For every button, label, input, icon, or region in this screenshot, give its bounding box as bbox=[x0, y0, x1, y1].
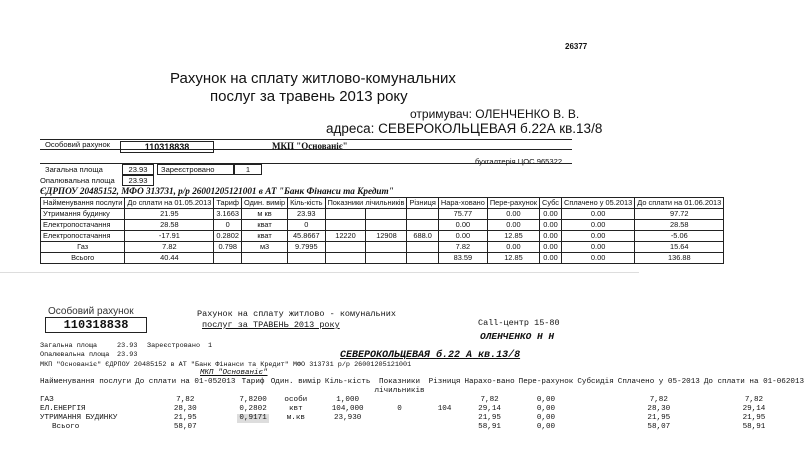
upper-cell: 97.72 bbox=[635, 209, 724, 220]
lower-services-table bbox=[38, 378, 806, 432]
lower-heated-label: Опалювальна площа bbox=[40, 351, 110, 359]
upper-area-label: Загальна площа bbox=[45, 165, 103, 174]
upper-cell: 7.82 bbox=[438, 242, 487, 253]
upper-area-value: 23.93 bbox=[122, 164, 154, 175]
table-row bbox=[41, 209, 724, 220]
lower-col-due-end: До сплати на 01-062013 bbox=[703, 378, 805, 386]
lower-area-value: 23.93 bbox=[117, 342, 138, 350]
upper-cell: 15.64 bbox=[635, 242, 724, 253]
upper-cell: 28.58 bbox=[125, 220, 214, 231]
lower-col-service: Найменування послуги bbox=[40, 378, 132, 386]
upper-cell: 0.00 bbox=[438, 220, 487, 231]
upper-cell bbox=[325, 253, 366, 264]
upper-cell bbox=[325, 220, 366, 231]
lower-col-recalc: Пере-рахунок bbox=[518, 378, 574, 386]
table-row bbox=[38, 405, 806, 414]
upper-cell: кват bbox=[242, 220, 288, 231]
lower-cell: 0,00 bbox=[536, 396, 556, 404]
upper-cell bbox=[407, 253, 438, 264]
upper-registered-value: 1 bbox=[234, 164, 262, 175]
upper-cell: 40.44 bbox=[125, 253, 214, 264]
lower-cell bbox=[427, 414, 463, 423]
lower-col-paid: Сплачено у 05-2013 bbox=[617, 378, 700, 386]
upper-cell: 0.00 bbox=[540, 220, 562, 231]
upper-cell: Електропостачання bbox=[41, 231, 125, 242]
lower-account-number: 110318838 bbox=[45, 317, 147, 333]
upper-cell: 688.0 bbox=[407, 231, 438, 242]
upper-cell: 136.88 bbox=[635, 253, 724, 264]
lower-cell: особи bbox=[284, 396, 308, 404]
upper-cell: 7.82 bbox=[125, 242, 214, 253]
upper-provider: МКП "Основаніє" bbox=[272, 141, 348, 151]
lower-address-building: б.22 А bbox=[436, 350, 473, 361]
upper-cell: м3 bbox=[242, 242, 288, 253]
lower-cell: 7,82 bbox=[744, 396, 764, 404]
lower-col-subsidy: Субсидія bbox=[577, 378, 614, 386]
lower-col-quantity: Кіль-кість bbox=[324, 378, 371, 386]
lower-recipient: ОЛЕНЧЕНКО Н Н bbox=[480, 331, 555, 342]
lower-title-line1: Рахунок на сплату житлово - комунальних bbox=[197, 309, 396, 319]
lower-account-label: Особовий рахунок bbox=[48, 306, 134, 317]
lower-bank-line: МКП "Основаніє" ЄДРПОУ 20485152 в АТ "Банк Фінанси та Кредит" МФО 313731 р/р 26001205121001 bbox=[40, 361, 412, 369]
upper-cell: 75.77 bbox=[438, 209, 487, 220]
lower-cell: 29,14 bbox=[478, 405, 501, 413]
lower-address-apt: кв.13/8 bbox=[478, 350, 521, 361]
lower-cell: квт bbox=[288, 405, 303, 413]
lower-registered-value: 1 bbox=[208, 342, 213, 350]
upper-cell: 0.00 bbox=[561, 209, 634, 220]
lower-cell bbox=[372, 423, 426, 432]
lower-cell bbox=[237, 423, 268, 432]
upper-cell bbox=[366, 253, 407, 264]
upper-cell bbox=[366, 220, 407, 231]
lower-cell: 21,95 bbox=[478, 414, 501, 422]
upper-col-service: Найменування послуги bbox=[41, 198, 125, 209]
upper-cell: 23.93 bbox=[288, 209, 325, 220]
lower-cell bbox=[269, 423, 323, 432]
upper-recipient: отримувач: ОЛЕНЧЕНКО В. В. bbox=[410, 107, 580, 121]
lower-cell: 28,30 bbox=[647, 405, 671, 413]
lower-cell bbox=[575, 405, 615, 414]
upper-cell: 0.798 bbox=[214, 242, 242, 253]
upper-cell bbox=[366, 209, 407, 220]
lower-col-meter: Показники лічильників bbox=[374, 378, 425, 395]
upper-cell: 0.00 bbox=[540, 253, 562, 264]
upper-cell: 83.59 bbox=[438, 253, 487, 264]
upper-cell: -5.06 bbox=[635, 231, 724, 242]
upper-address: адреса: СЕВЕРОКОЛЬЦЕВАЯ б.22А кв.13/8 bbox=[326, 121, 603, 136]
upper-title-line1: Рахунок на сплату житлово-комунальних bbox=[170, 70, 456, 87]
upper-cell: -17.91 bbox=[125, 231, 214, 242]
lower-cell: Всього bbox=[52, 423, 80, 431]
lower-cell: 21,95 bbox=[173, 414, 197, 422]
upper-cell: 0.00 bbox=[561, 231, 634, 242]
lower-col-unit: Один. виміp bbox=[270, 378, 321, 386]
lower-cell: 0,00 bbox=[536, 423, 556, 431]
upper-col-tariff: Тариф bbox=[214, 198, 242, 209]
lower-cell: 58,91 bbox=[742, 423, 766, 431]
upper-registered-label: Зареєстровано bbox=[157, 164, 234, 175]
upper-cell: Всього bbox=[41, 253, 125, 264]
lower-cell: 58,91 bbox=[478, 423, 501, 431]
upper-heated-value: 23.93 bbox=[122, 175, 154, 186]
upper-cell: 9.7995 bbox=[288, 242, 325, 253]
lower-cell: 7,82 bbox=[649, 396, 668, 404]
lower-cell: 0,00 bbox=[536, 405, 556, 413]
lower-cell: 21,95 bbox=[647, 414, 671, 422]
upper-cell: 45.8667 bbox=[288, 231, 325, 242]
lower-cell: 1,000 bbox=[336, 396, 360, 404]
lower-col-due-start: До сплати на 01-052013 bbox=[135, 378, 236, 386]
lower-cell bbox=[427, 423, 463, 432]
lower-cell: УТРИМАННЯ БУДИНКУ bbox=[40, 414, 118, 422]
upper-col-recalc: Пере-рахунок bbox=[487, 198, 539, 209]
lower-cell: 28,30 bbox=[173, 405, 197, 413]
upper-services-table bbox=[40, 197, 724, 264]
lower-cell bbox=[575, 414, 615, 423]
upper-cell: 0 bbox=[288, 220, 325, 231]
lower-cell bbox=[372, 414, 426, 423]
lower-cell: ЕЛ.ЕНЕРГІЯ bbox=[40, 405, 86, 413]
upper-cell bbox=[242, 253, 288, 264]
lower-cell: 0,9171 bbox=[239, 414, 267, 422]
upper-cell: 12.85 bbox=[487, 253, 539, 264]
lower-registered-label: Зареєстровано bbox=[147, 342, 201, 350]
upper-heated-label: Опалювальна площа bbox=[40, 176, 115, 185]
upper-col-meter: Показники лічильників bbox=[325, 198, 407, 209]
lower-cell: 23,930 bbox=[334, 414, 362, 422]
upper-cell bbox=[407, 242, 438, 253]
lower-col-difference: Різниця bbox=[428, 378, 461, 386]
upper-cell: 12220 bbox=[325, 231, 366, 242]
lower-col-tariff: Тариф bbox=[241, 378, 265, 386]
table-row bbox=[41, 231, 724, 242]
lower-table-header bbox=[38, 378, 806, 396]
upper-cell bbox=[325, 209, 366, 220]
upper-col-quantity: Кіль-кість bbox=[288, 198, 325, 209]
upper-cell bbox=[366, 242, 407, 253]
table-row bbox=[41, 220, 724, 231]
upper-cell bbox=[214, 253, 242, 264]
upper-cell: 21.95 bbox=[125, 209, 214, 220]
lower-cell: 104 bbox=[437, 405, 452, 413]
lower-provider-handwritten: МКП "Основаніє" bbox=[200, 369, 268, 377]
table-row bbox=[38, 396, 806, 405]
upper-table-header bbox=[41, 198, 724, 209]
lower-cell: ГАЗ bbox=[40, 396, 54, 404]
upper-col-due-start: До сплати на 01.05.2013 bbox=[125, 198, 214, 209]
upper-cell: 0.00 bbox=[561, 253, 634, 264]
lower-cell bbox=[372, 396, 426, 405]
upper-bank-line: ЄДРПОУ 20485152, МФО 313731, р/р 26001205121001 в АТ "Банк Фінанси та Кредит" bbox=[40, 186, 394, 196]
upper-cell: Газ bbox=[41, 242, 125, 253]
lower-address-street: СЕВЕРОКОЛЬЦЕВАЯ bbox=[340, 350, 431, 361]
upper-title-line2: послуг за травень 2013 року bbox=[210, 88, 408, 105]
lower-cell: 0,2802 bbox=[239, 405, 267, 413]
lower-receipt-sheet bbox=[0, 272, 639, 466]
document-number: 26377 bbox=[565, 42, 588, 51]
lower-cell bbox=[575, 423, 615, 432]
upper-cell bbox=[407, 220, 438, 231]
table-row-total bbox=[41, 253, 724, 264]
lower-cell: 7,82 bbox=[480, 396, 499, 404]
lower-cell: 0 bbox=[397, 405, 402, 413]
table-row-total bbox=[38, 423, 806, 432]
table-row bbox=[38, 414, 806, 423]
lower-cell: 7,8200 bbox=[239, 396, 267, 404]
lower-cell: 7,82 bbox=[176, 396, 195, 404]
upper-col-charged: Нара-ховано bbox=[438, 198, 487, 209]
upper-cell: 0.00 bbox=[540, 242, 562, 253]
upper-area-top-line bbox=[40, 163, 572, 164]
lower-call-center: Call-центр 15-80 bbox=[478, 318, 560, 328]
lower-area-label: Загальна площа bbox=[40, 342, 98, 350]
upper-cell: м кв bbox=[242, 209, 288, 220]
upper-account-number: 110318838 bbox=[120, 141, 214, 153]
upper-cell: 3.1663 bbox=[214, 209, 242, 220]
upper-cell: 12908 bbox=[366, 231, 407, 242]
upper-cell bbox=[407, 209, 438, 220]
upper-cell: 0.00 bbox=[561, 220, 634, 231]
table-row bbox=[41, 242, 724, 253]
upper-cell: 0.2802 bbox=[214, 231, 242, 242]
lower-cell: 58,07 bbox=[173, 423, 197, 431]
lower-cell: м.кв bbox=[286, 414, 305, 422]
lower-heated-value: 23.93 bbox=[117, 351, 138, 359]
lower-cell bbox=[323, 423, 373, 432]
upper-col-paid: Сплачено у 05.2013 bbox=[561, 198, 634, 209]
lower-title-line2: послуг за ТРАВЕНЬ 2013 року bbox=[202, 320, 340, 330]
lower-cell bbox=[575, 396, 615, 405]
lower-cell: 104,000 bbox=[331, 405, 364, 413]
lower-cell: 58,07 bbox=[647, 423, 671, 431]
lower-address bbox=[340, 350, 520, 361]
upper-col-due-end: До сплати на 01.06.2013 bbox=[635, 198, 724, 209]
upper-cell: 0.00 bbox=[540, 231, 562, 242]
upper-cell: Електропостачання bbox=[41, 220, 125, 231]
upper-col-difference: Різниця bbox=[407, 198, 438, 209]
upper-cell: 0.00 bbox=[487, 209, 539, 220]
upper-cell: 0.00 bbox=[540, 209, 562, 220]
lower-col-charged: Нарахо-вано bbox=[464, 378, 515, 386]
upper-cell: 0.00 bbox=[487, 242, 539, 253]
upper-cell: 0.00 bbox=[438, 231, 487, 242]
upper-cell bbox=[288, 253, 325, 264]
lower-cell bbox=[427, 396, 463, 405]
upper-cell: 12.85 bbox=[487, 231, 539, 242]
upper-accounting: бухгалтерія ЦОС 965322 bbox=[475, 157, 563, 166]
upper-col-unit: Один. вимір bbox=[242, 198, 288, 209]
upper-cell: 0.00 bbox=[561, 242, 634, 253]
upper-cell: кват bbox=[242, 231, 288, 242]
upper-col-subsidy: Субс bbox=[540, 198, 562, 209]
lower-cell: 29,14 bbox=[742, 405, 766, 413]
lower-cell: 0,00 bbox=[536, 414, 556, 422]
upper-cell: Утримання будинку bbox=[41, 209, 125, 220]
upper-cell: 0 bbox=[214, 220, 242, 231]
upper-account-label: Особовий рахунок bbox=[45, 140, 110, 149]
lower-cell: 21,95 bbox=[742, 414, 766, 422]
upper-cell: 28.58 bbox=[635, 220, 724, 231]
upper-cell bbox=[325, 242, 366, 253]
upper-cell: 0.00 bbox=[487, 220, 539, 231]
